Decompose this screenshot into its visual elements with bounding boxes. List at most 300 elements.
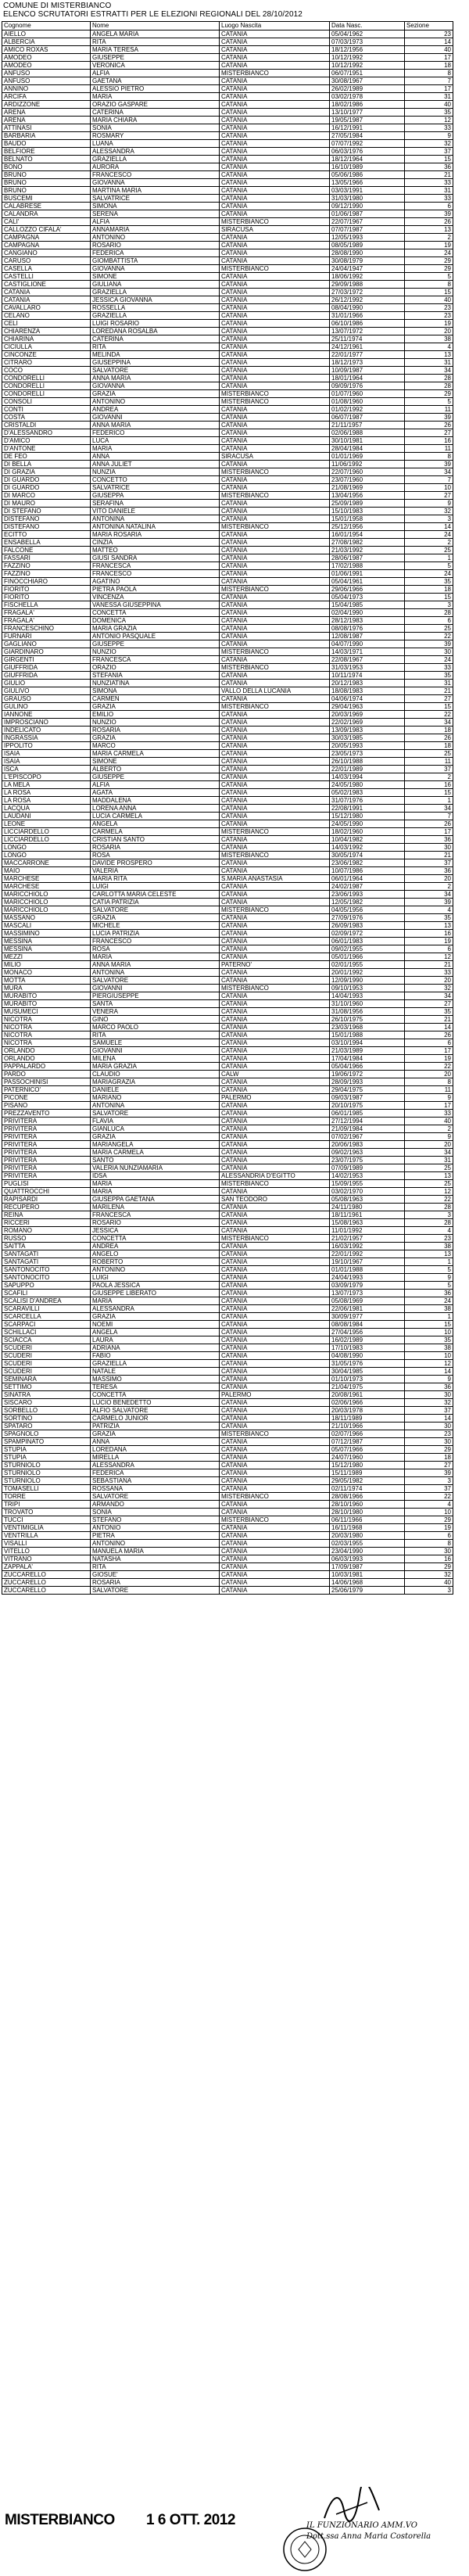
cell-luogo-nascita: MISTERBIANCO: [220, 398, 330, 406]
cell-nome: ALFIA: [91, 781, 220, 789]
cell-nome: FABIO: [91, 1352, 220, 1360]
cell-cognome: LICCIARDELLO: [2, 836, 91, 844]
cell-luogo-nascita: CATANIA: [220, 484, 330, 492]
cell-nome: LUANA: [91, 140, 220, 148]
cell-data-nascita: 08/08/1976: [330, 625, 405, 633]
cell-nome: CARMEN: [91, 695, 220, 703]
cell-nome: MARIA: [91, 93, 220, 101]
cell-data-nascita: 05/07/1966: [330, 1446, 405, 1454]
cell-luogo-nascita: CATANIA: [220, 773, 330, 781]
cell-luogo-nascita: CATANIA: [220, 1360, 330, 1368]
cell-data-nascita: 24/07/1960: [330, 1454, 405, 1462]
cell-nome: STEFANIA: [91, 672, 220, 680]
cell-sezione: 12: [405, 117, 453, 124]
cell-cognome: ARCIFA: [2, 93, 91, 101]
cell-sezione: 2: [405, 883, 453, 891]
cell-luogo-nascita: CATANIA: [220, 375, 330, 382]
cell-data-nascita: 07/03/1973: [330, 38, 405, 46]
cell-sezione: 20: [405, 977, 453, 985]
cell-luogo-nascita: CATANIA: [220, 187, 330, 195]
cell-cognome: VITRANO: [2, 1555, 91, 1563]
cell-luogo-nascita: CATANIA: [220, 1446, 330, 1454]
table-row: [2, 1016, 453, 1024]
cell-sezione: 17: [405, 828, 453, 836]
cell-nome: MELINDA: [91, 351, 220, 359]
table-row: [2, 1462, 453, 1469]
table-row: [2, 367, 453, 375]
cell-nome: ANGELA: [91, 820, 220, 828]
table-row: [2, 852, 453, 859]
cell-nome: LUCIA CARMELA: [91, 813, 220, 820]
table-row: [2, 750, 453, 758]
cell-nome: MARIANGELA: [91, 1141, 220, 1149]
table-row: [2, 1282, 453, 1290]
cell-nome: NATASHA: [91, 1555, 220, 1563]
cell-cognome: CHIARINA: [2, 335, 91, 343]
table-row: [2, 1078, 453, 1086]
cell-data-nascita: 26/12/1992: [330, 296, 405, 304]
table-row: [2, 1524, 453, 1532]
cell-luogo-nascita: CATANIA: [220, 992, 330, 1000]
cell-data-nascita: 01/01/1988: [330, 1266, 405, 1274]
cell-luogo-nascita: CATANIA: [220, 680, 330, 687]
cell-cognome: SCARAVILLI: [2, 1305, 91, 1313]
cell-sezione: 10: [405, 484, 453, 492]
cell-nome: GIUSEPPE: [91, 640, 220, 648]
cell-data-nascita: 24/04/1993: [330, 1274, 405, 1282]
table-row: [2, 734, 453, 742]
table-row: [2, 601, 453, 609]
cell-cognome: BUSCEMI: [2, 195, 91, 203]
cell-sezione: 15: [405, 156, 453, 163]
cell-nome: SALVATORE: [91, 1587, 220, 1595]
cell-luogo-nascita: CATANIA: [220, 281, 330, 289]
cell-luogo-nascita: MISTERBIANCO: [220, 468, 330, 476]
table-row: [2, 945, 453, 953]
cell-sezione: 26: [405, 1031, 453, 1039]
cell-nome: MARIA GRAZIA: [91, 1063, 220, 1071]
cell-luogo-nascita: CATANIA: [220, 1321, 330, 1329]
cell-luogo-nascita: CATANIA: [220, 1305, 330, 1313]
table-row: [2, 1383, 453, 1391]
cell-cognome: CASTIGLIONE: [2, 281, 91, 289]
cell-data-nascita: 15/08/1963: [330, 1219, 405, 1227]
cell-nome: ALESSIO PIETRO: [91, 85, 220, 93]
cell-luogo-nascita: CATANIA: [220, 515, 330, 523]
cell-cognome: LA ROSA: [2, 797, 91, 805]
cell-sezione: 14: [405, 1415, 453, 1423]
cell-sezione: 32: [405, 1571, 453, 1579]
cell-cognome: COSTA: [2, 414, 91, 422]
cell-nome: ANNA: [91, 1438, 220, 1446]
cell-luogo-nascita: MISTERBIANCO: [220, 1493, 330, 1501]
cell-sezione: 32: [405, 1399, 453, 1407]
cell-cognome: LONGO: [2, 844, 91, 852]
cell-sezione: 31: [405, 359, 453, 367]
cell-sezione: 16: [405, 930, 453, 938]
table-row: [2, 320, 453, 328]
table-row: [2, 101, 453, 109]
cell-data-nascita: 07/07/1987: [330, 226, 405, 234]
cell-sezione: 34: [405, 992, 453, 1000]
table-row: [2, 179, 453, 187]
cell-sezione: 36: [405, 1383, 453, 1391]
cell-data-nascita: 10/12/1992: [330, 62, 405, 70]
cell-sezione: 22: [405, 1493, 453, 1501]
cell-data-nascita: 28/04/1984: [330, 445, 405, 453]
cell-nome: SALVATORE: [91, 906, 220, 914]
cell-nome: ANGELO: [91, 1250, 220, 1258]
cell-nome: ALBERTO: [91, 766, 220, 773]
cell-data-nascita: 18/11/1961: [330, 1211, 405, 1219]
document-title: ELENCO SCRUTATORI ESTRATTI PER LE ELEZIONI REGIONALI DEL 28/10/2012: [3, 10, 303, 19]
table-row: [2, 242, 453, 249]
cell-data-nascita: 02/03/1955: [330, 1540, 405, 1548]
cell-data-nascita: 25/12/1956: [330, 523, 405, 531]
cell-sezione: 19: [405, 242, 453, 249]
cell-cognome: GAGLIANO: [2, 640, 91, 648]
table-row: [2, 218, 453, 226]
table-row: [2, 1094, 453, 1102]
signatory-name: Dott.ssa Anna Maria Costorella: [306, 2532, 431, 2541]
cell-nome: ORAZIO: [91, 664, 220, 672]
cell-cognome: SANTAGATI: [2, 1258, 91, 1266]
table-row: [2, 328, 453, 335]
table-row: [2, 922, 453, 930]
cell-luogo-nascita: MISTERBIANCO: [220, 703, 330, 711]
cell-sezione: 27: [405, 1462, 453, 1469]
cell-data-nascita: 07/02/1967: [330, 1133, 405, 1141]
cell-data-nascita: 09/10/1953: [330, 985, 405, 992]
cell-cognome: CASELLA: [2, 265, 91, 273]
cell-luogo-nascita: CATANIA: [220, 429, 330, 437]
cell-nome: ANGELA MARIA: [91, 30, 220, 38]
cell-cognome: ROMANO: [2, 1227, 91, 1235]
cell-cognome: MESSINA: [2, 938, 91, 945]
cell-luogo-nascita: CATANIA: [220, 124, 330, 132]
cell-luogo-nascita: CATANIA: [220, 328, 330, 335]
cell-sezione: 26: [405, 734, 453, 742]
cell-nome: NUNZIO: [91, 648, 220, 656]
cell-nome: MARIA TERESA: [91, 46, 220, 54]
cell-cognome: NICOTRA: [2, 1024, 91, 1031]
cell-data-nascita: 02/04/1990: [330, 609, 405, 617]
cell-luogo-nascita: CATANIA: [220, 844, 330, 852]
cell-data-nascita: 14/06/1968: [330, 1579, 405, 1587]
cell-data-nascita: 22/07/1960: [330, 468, 405, 476]
cell-luogo-nascita: CATANIA: [220, 156, 330, 163]
table-row: [2, 1219, 453, 1227]
cell-data-nascita: 28/08/1990: [330, 249, 405, 257]
cell-nome: MILENA: [91, 1055, 220, 1063]
cell-luogo-nascita: MISTERBIANCO: [220, 586, 330, 594]
cell-luogo-nascita: CATANIA: [220, 930, 330, 938]
cell-cognome: GIARDINARO: [2, 648, 91, 656]
cell-sezione: 9: [405, 1133, 453, 1141]
cell-cognome: ECITTO: [2, 531, 91, 539]
cell-luogo-nascita: CATANIA: [220, 148, 330, 156]
cell-sezione: 19: [405, 320, 453, 328]
cell-cognome: SCALISI D'ANDREA: [2, 1297, 91, 1305]
cell-nome: GIOVANNA: [91, 382, 220, 390]
cell-cognome: BELFIORE: [2, 148, 91, 156]
cell-cognome: MARICCHIOLO: [2, 906, 91, 914]
cell-luogo-nascita: CATANIA: [220, 312, 330, 320]
cell-data-nascita: 05/01/1966: [330, 953, 405, 961]
cell-sezione: 6: [405, 945, 453, 953]
cell-nome: MARIA: [91, 445, 220, 453]
cell-nome: GIUSEPPA GAETANA: [91, 1196, 220, 1204]
cell-sezione: 2: [405, 1125, 453, 1133]
table-row: [2, 85, 453, 93]
cell-data-nascita: 30/05/1974: [330, 852, 405, 859]
cell-sezione: 5: [405, 1282, 453, 1290]
cell-sezione: 12: [405, 1188, 453, 1196]
cell-data-nascita: 27/08/1982: [330, 539, 405, 547]
cell-data-nascita: 05/08/1969: [330, 1297, 405, 1305]
cell-nome: FRANCESCO: [91, 938, 220, 945]
cell-data-nascita: 13/04/1956: [330, 492, 405, 500]
cell-data-nascita: 02/09/1972: [330, 930, 405, 938]
table-row: [2, 789, 453, 797]
table-row: [2, 828, 453, 836]
cell-sezione: 38: [405, 1243, 453, 1250]
cell-cognome: LICCIARDELLO: [2, 828, 91, 836]
cell-cognome: PAPPALARDO: [2, 1063, 91, 1071]
table-row: [2, 813, 453, 820]
cell-nome: VENERA: [91, 1008, 220, 1016]
cell-nome: MARIA: [91, 1188, 220, 1196]
table-row: [2, 414, 453, 422]
cell-luogo-nascita: CATANIA: [220, 1086, 330, 1094]
cell-data-nascita: 01/06/1987: [330, 210, 405, 218]
cell-nome: CATERINA: [91, 335, 220, 343]
cell-cognome: RAPISARDI: [2, 1196, 91, 1204]
cell-nome: GIULIANA: [91, 281, 220, 289]
table-row: [2, 1329, 453, 1336]
cell-nome: ANTONIO PASQUALE: [91, 633, 220, 640]
cell-nome: MARIA CHIARA: [91, 117, 220, 124]
cell-cognome: ALBERCIA: [2, 38, 91, 46]
cell-sezione: 10: [405, 1329, 453, 1336]
cell-sezione: 32: [405, 985, 453, 992]
cell-data-nascita: 06/01/1983: [330, 938, 405, 945]
cell-cognome: DI GUARDO: [2, 484, 91, 492]
cell-nome: MARIA RITA: [91, 875, 220, 883]
table-row: [2, 547, 453, 554]
cell-cognome: FIORITO: [2, 594, 91, 601]
cell-cognome: L'EPISCOPO: [2, 773, 91, 781]
cell-nome: MASSIMO: [91, 1376, 220, 1383]
cell-luogo-nascita: CATANIA: [220, 109, 330, 117]
cell-data-nascita: 21/03/1989: [330, 1047, 405, 1055]
cell-nome: CATIA PATRIZIA: [91, 899, 220, 906]
cell-nome: CONCETTA: [91, 1391, 220, 1399]
cell-luogo-nascita: CATANIA: [220, 640, 330, 648]
table-row: [2, 586, 453, 594]
table-row: [2, 124, 453, 132]
table-row: [2, 281, 453, 289]
cell-data-nascita: 05/04/1961: [330, 578, 405, 586]
table-row: [2, 1274, 453, 1282]
cell-data-nascita: 05/08/1963: [330, 1196, 405, 1204]
cell-data-nascita: 03/03/1991: [330, 187, 405, 195]
cell-cognome: PRIVITERA: [2, 1118, 91, 1125]
cell-nome: GRAZIELLA: [91, 156, 220, 163]
cell-sezione: 22: [405, 711, 453, 719]
cell-luogo-nascita: CATANIA: [220, 594, 330, 601]
cell-cognome: AMODEO: [2, 62, 91, 70]
cell-sezione: 11: [405, 1086, 453, 1094]
cell-cognome: PRIVITERA: [2, 1164, 91, 1172]
cell-sezione: 8: [405, 1078, 453, 1086]
cell-cognome: CALABRESE: [2, 203, 91, 210]
cell-cognome: MARCHESE: [2, 875, 91, 883]
cell-cognome: TROVATO: [2, 1509, 91, 1516]
cell-nome: SANTA: [91, 1000, 220, 1008]
table-row: [2, 1204, 453, 1211]
cell-data-nascita: 04/05/1956: [330, 906, 405, 914]
cell-cognome: TUCCI: [2, 1516, 91, 1524]
cell-data-nascita: 04/08/1990: [330, 1352, 405, 1360]
cell-sezione: 33: [405, 969, 453, 977]
cell-cognome: LA MELA: [2, 781, 91, 789]
cell-nome: PIERGIUSEPPE: [91, 992, 220, 1000]
cell-sezione: 28: [405, 375, 453, 382]
cell-data-nascita: 21/02/1957: [330, 1235, 405, 1243]
cell-cognome: SCARCELLA: [2, 1313, 91, 1321]
cell-data-nascita: 10/11/1974: [330, 672, 405, 680]
cell-data-nascita: 23/03/1968: [330, 1024, 405, 1031]
cell-data-nascita: 10/03/1981: [330, 1571, 405, 1579]
cell-cognome: CELI: [2, 320, 91, 328]
cell-nome: GIOVANNA: [91, 265, 220, 273]
cell-nome: FEDERICA: [91, 249, 220, 257]
cell-data-nascita: 13/07/1972: [330, 328, 405, 335]
cell-data-nascita: 18/02/1960: [330, 828, 405, 836]
cell-cognome: SCARPACI: [2, 1321, 91, 1329]
cell-cognome: SPATARO: [2, 1423, 91, 1430]
cell-nome: SALVATORE: [91, 1493, 220, 1501]
cell-data-nascita: 18/01/1964: [330, 375, 405, 382]
cell-luogo-nascita: CATANIA: [220, 179, 330, 187]
cell-data-nascita: 02/06/1966: [330, 1399, 405, 1407]
cell-data-nascita: 07/12/1987: [330, 1438, 405, 1446]
cell-luogo-nascita: CATANIA: [220, 609, 330, 617]
cell-cognome: MARICCHIOLO: [2, 891, 91, 899]
cell-cognome: CALLOZZO CIFALA': [2, 226, 91, 234]
table-row: [2, 468, 453, 476]
cell-sezione: 3: [405, 515, 453, 523]
footer-date: 1 6 OTT. 2012: [146, 2512, 235, 2528]
cell-sezione: 34: [405, 1149, 453, 1157]
table-row: [2, 1196, 453, 1204]
cell-luogo-nascita: CATANIA: [220, 1548, 330, 1555]
cell-data-nascita: 14/03/1971: [330, 648, 405, 656]
cell-luogo-nascita: PALERMO: [220, 1391, 330, 1399]
cell-luogo-nascita: CATANIA: [220, 1055, 330, 1063]
cell-sezione: 4: [405, 1227, 453, 1235]
cell-data-nascita: 20/03/1980: [330, 1532, 405, 1540]
cell-cognome: CELANO: [2, 312, 91, 320]
table-row: [2, 461, 453, 468]
cell-nome: MARIA: [91, 1180, 220, 1188]
table-row: [2, 766, 453, 773]
cell-nome: MICHELE: [91, 922, 220, 930]
cell-nome: STEFANO: [91, 1516, 220, 1524]
cell-nome: CONCETTO: [91, 476, 220, 484]
table-row: [2, 351, 453, 359]
cell-luogo-nascita: MISTERBIANCO: [220, 390, 330, 398]
cell-luogo-nascita: CATANIA: [220, 797, 330, 805]
cell-sezione: 3: [405, 1587, 453, 1595]
table-body: [2, 30, 453, 1595]
cell-luogo-nascita: CATANIA: [220, 1047, 330, 1055]
cell-data-nascita: 24/04/1947: [330, 265, 405, 273]
table-row: [2, 1321, 453, 1329]
cell-luogo-nascita: CATANIA: [220, 54, 330, 62]
cell-sezione: 14: [405, 38, 453, 46]
table-row: [2, 875, 453, 883]
cell-data-nascita: 22/01/1992: [330, 1250, 405, 1258]
cell-nome: ROSARIO: [91, 242, 220, 249]
table-row: [2, 453, 453, 461]
table-row: [2, 1235, 453, 1243]
table-row: [2, 422, 453, 429]
cell-nome: GIUSEPPE LIBERATO: [91, 1290, 220, 1297]
cell-sezione: 30: [405, 1438, 453, 1446]
cell-cognome: CITRARO: [2, 359, 91, 367]
cell-sezione: 40: [405, 101, 453, 109]
cell-cognome: RICCERI: [2, 1219, 91, 1227]
table-row: [2, 1485, 453, 1493]
table-row: [2, 171, 453, 179]
cell-nome: GIUSEPPINA: [91, 359, 220, 367]
cell-sezione: 22: [405, 1196, 453, 1204]
cell-sezione: 14: [405, 1024, 453, 1031]
cell-nome: GRAZIA: [91, 390, 220, 398]
table-row: [2, 1055, 453, 1063]
table-row: [2, 1164, 453, 1172]
cell-data-nascita: 15/10/1983: [330, 508, 405, 515]
cell-data-nascita: 01/08/1960: [330, 398, 405, 406]
cell-sezione: 34: [405, 468, 453, 476]
cell-cognome: ANFUSO: [2, 77, 91, 85]
table-row: [2, 375, 453, 382]
cell-nome: FEDERICO: [91, 429, 220, 437]
cell-nome: ALFIA: [91, 70, 220, 77]
table-row: [2, 969, 453, 977]
cell-data-nascita: 29/04/1963: [330, 703, 405, 711]
cell-cognome: VENTIMIGLIA: [2, 1524, 91, 1532]
cell-data-nascita: 19/06/1972: [330, 1071, 405, 1078]
table-row: [2, 953, 453, 961]
table-row: [2, 570, 453, 578]
cell-data-nascita: 27/09/1976: [330, 914, 405, 922]
table-row: [2, 437, 453, 445]
table-row: [2, 406, 453, 414]
cell-nome: SALVATORE: [91, 977, 220, 985]
cell-cognome: TORRE: [2, 1493, 91, 1501]
cell-data-nascita: 09/12/1990: [330, 203, 405, 210]
cell-luogo-nascita: CATANIA: [220, 367, 330, 375]
cell-luogo-nascita: CATANIA: [220, 1118, 330, 1125]
cell-cognome: SCAFILI: [2, 1290, 91, 1297]
cell-sezione: 20: [405, 875, 453, 883]
cell-data-nascita: 23/06/1982: [330, 859, 405, 867]
cell-nome: ROSSANA: [91, 1485, 220, 1493]
cell-nome: GIOVANNA: [91, 179, 220, 187]
